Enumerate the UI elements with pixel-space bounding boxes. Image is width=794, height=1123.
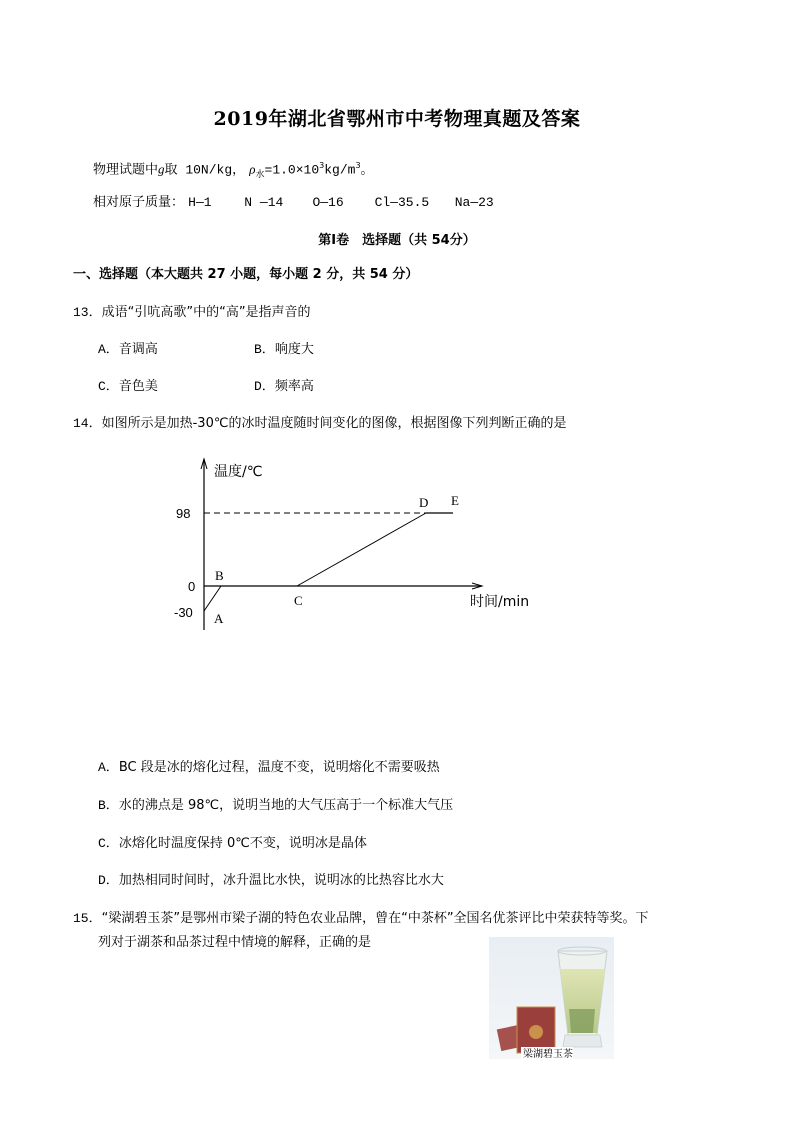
question-stem: 如图所示是加热-30℃的冰时温度随时间变化的图像，根据图像下列判断正确的是 xyxy=(101,416,567,431)
option-label: B． xyxy=(254,342,275,357)
q14-option-a xyxy=(98,759,440,777)
atomic-mass-na: Na—23 xyxy=(454,195,494,210)
option-label: A． xyxy=(98,342,119,357)
question-number: 13． xyxy=(73,305,102,320)
atomic-mass-h: H—1 xyxy=(188,195,212,210)
segment-ab xyxy=(204,586,221,611)
option-text: 频率高 xyxy=(274,379,314,394)
rho-unit-exponent: 3 xyxy=(355,161,361,170)
rho-unit: kg/m xyxy=(324,162,356,178)
tea-photo-caption: 梁湖碧玉茶 xyxy=(523,1049,573,1060)
tea-photo xyxy=(489,937,614,1070)
question-stem: 成语“引吭高歌”中的“高”是指声音的 xyxy=(101,305,311,320)
document-title: 2019年湖北省鄂州市中考物理真题及答案 xyxy=(213,108,581,130)
part-heading: 一、选择题（本大题共 27 小题，每小题 2 分，共 54 分） xyxy=(73,267,419,282)
question-15-line2: 列对于湖茶和品茶过程中情境的解释，正确的是 xyxy=(98,935,372,950)
atomic-mass-cl: Cl—35.5 xyxy=(374,195,430,210)
q13-option-b xyxy=(254,341,314,359)
y-axis-label: 温度/℃ xyxy=(214,464,263,480)
point-label-d: D xyxy=(419,495,429,510)
rho-exponent: 3 xyxy=(319,161,325,170)
y-tick-neg30: -30 xyxy=(174,605,193,620)
atomic-mass-o: O—16 xyxy=(312,195,344,210)
section-title: 第Ⅰ卷 选择题（共 54分） xyxy=(318,233,476,248)
option-text: 冰熔化时温度保持 0℃不变，说明冰是晶体 xyxy=(118,836,367,851)
option-label: B． xyxy=(98,798,119,813)
option-label: D． xyxy=(254,379,275,394)
atomic-masses-line xyxy=(93,194,494,212)
y-tick-98: 98 xyxy=(176,506,191,521)
q13-option-a xyxy=(98,341,158,359)
segment-cd xyxy=(297,513,426,586)
option-label: A． xyxy=(98,760,119,775)
question-13 xyxy=(73,304,311,322)
option-text: 水的沸点是 98℃，说明当地的大气压高于一个标准大气压 xyxy=(118,798,454,813)
q13-option-c xyxy=(98,378,158,396)
g-value: 取 10N/kg， xyxy=(164,162,246,178)
option-text: 音调高 xyxy=(118,342,158,357)
point-label-e: E xyxy=(451,493,459,508)
rho-symbol: ρ xyxy=(249,161,256,177)
option-text: 音色美 xyxy=(118,379,158,394)
option-label: C． xyxy=(98,836,119,851)
question-stem-line1: “梁湖碧玉茶”是鄂州市梁子湖的特色农业品牌，曾在“中茶杯”全国名优茶评比中荣获特等奖。下 xyxy=(101,911,649,926)
option-text: 加热相同时间时，冰升温比水快，说明冰的比热容比水大 xyxy=(118,873,444,888)
option-text: 响度大 xyxy=(274,342,314,357)
constants-prefix: 物理试题中 xyxy=(93,162,159,178)
g-symbol: g xyxy=(158,161,165,177)
q14-option-c xyxy=(98,835,367,853)
option-label: C． xyxy=(98,379,119,394)
point-label-b: B xyxy=(215,568,224,583)
q13-option-d xyxy=(254,378,314,396)
y-tick-0: 0 xyxy=(188,579,196,594)
question-number: 15． xyxy=(73,911,102,926)
option-text: BC 段是冰的熔化过程，温度不变，说明熔化不需要吸热 xyxy=(118,760,440,775)
atomic-masses-label: 相对原子质量： xyxy=(93,195,185,210)
point-label-a: A xyxy=(214,611,224,626)
rho-value: =1.0×10 xyxy=(264,162,320,178)
q14-option-d xyxy=(98,872,444,890)
atomic-mass-n: N —14 xyxy=(244,195,284,210)
constants-line xyxy=(93,157,374,184)
point-label-c: C xyxy=(294,593,303,608)
temperature-time-graph xyxy=(170,455,550,635)
constants-suffix: 。 xyxy=(360,162,374,178)
question-15 xyxy=(73,910,649,928)
tea-glass-illustration xyxy=(489,937,614,1070)
rho-subscript: 水 xyxy=(255,169,265,180)
option-label: D． xyxy=(98,873,119,888)
x-axis-label: 时间/min xyxy=(470,594,530,610)
question-14 xyxy=(73,415,566,433)
question-number: 14． xyxy=(73,416,102,431)
q14-option-b xyxy=(98,797,453,815)
